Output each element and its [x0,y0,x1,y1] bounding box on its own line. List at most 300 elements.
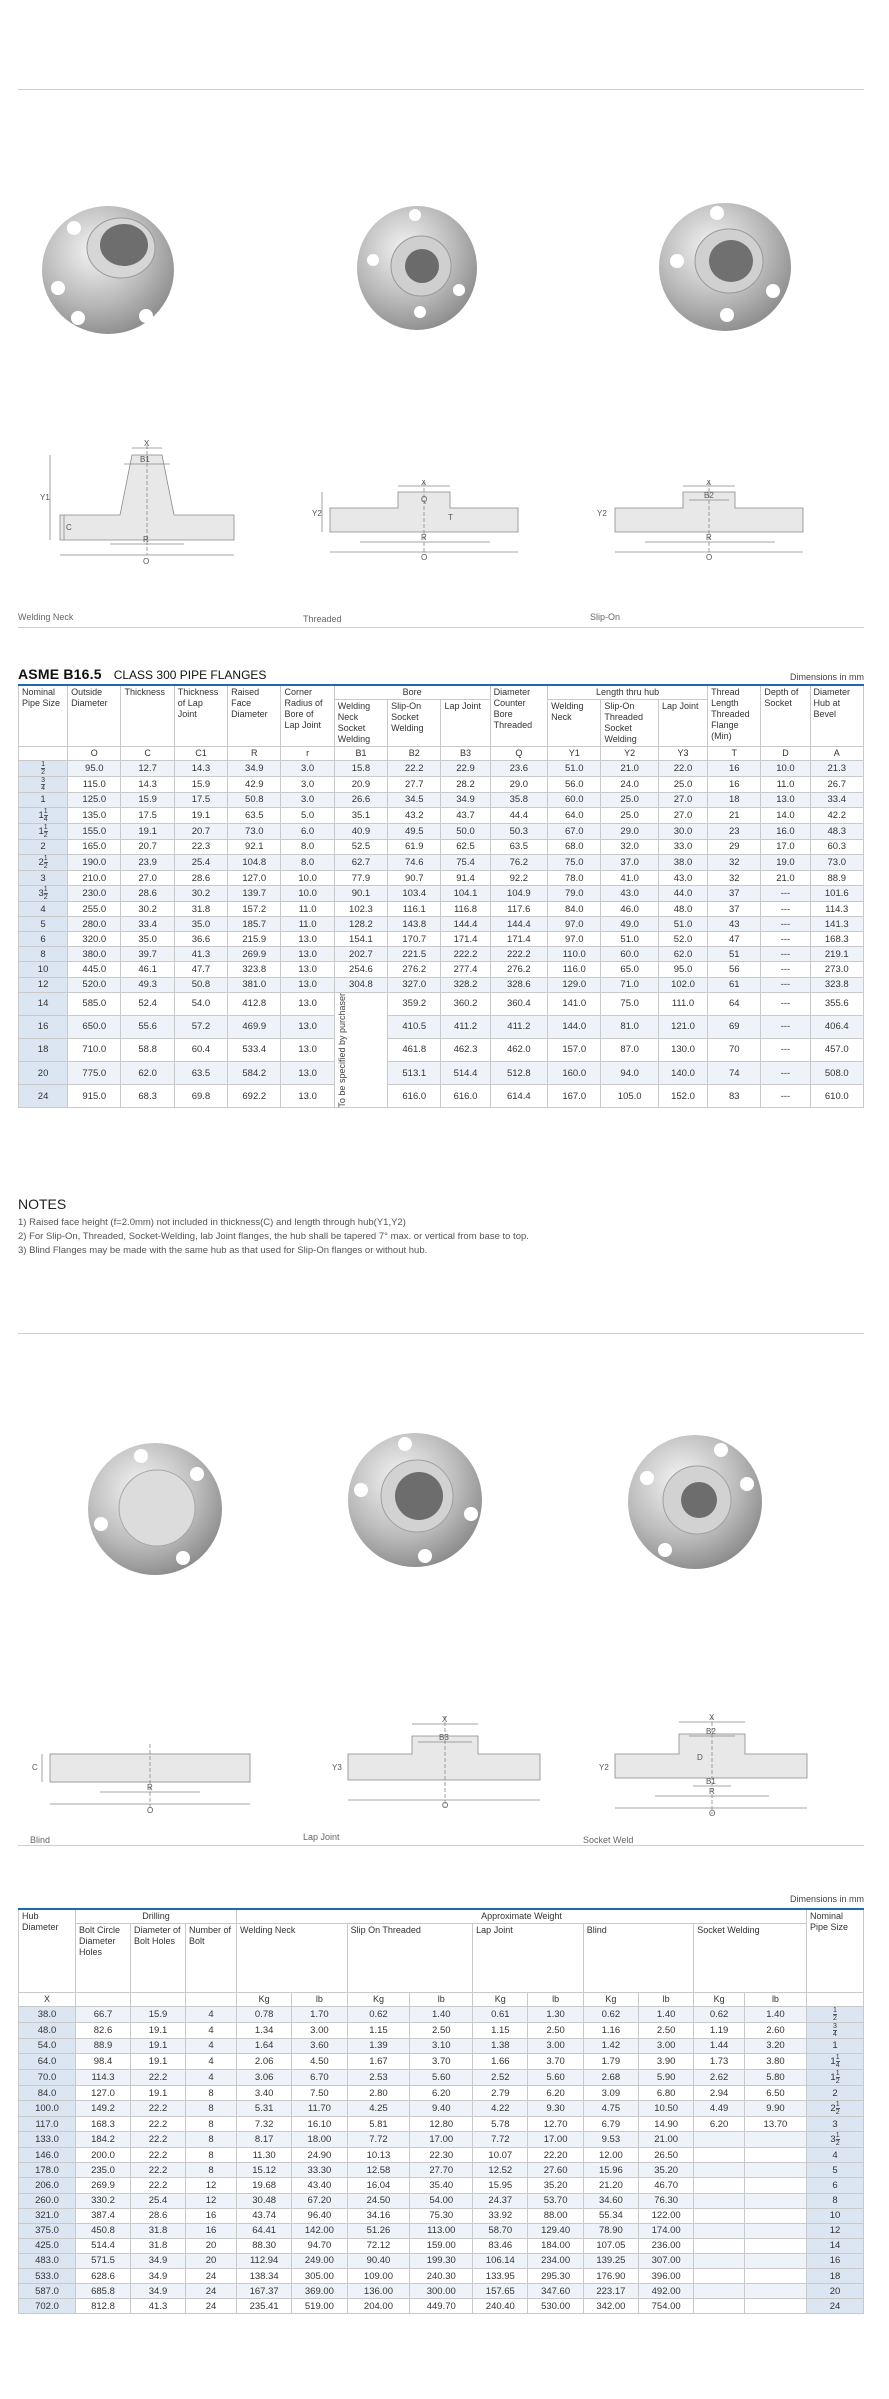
table-cell [694,2148,745,2163]
svg-text:R: R [421,533,427,542]
table-cell: 425.0 [19,2238,76,2253]
table-cell: 812.8 [76,2299,131,2314]
table-cell: 34.9 [441,792,490,807]
svg-text:Y2: Y2 [597,509,607,518]
table-row [19,1061,864,1084]
table-cell: 37 [708,886,761,902]
table-cell: 16 [186,2208,237,2223]
table-cell: 304.8 [334,977,387,992]
svg-text:D: D [697,1753,703,1762]
table-cell: 62.7 [334,855,387,871]
table-cell: 4.75 [583,2101,638,2117]
table-cell: 141.0 [548,992,601,1015]
table-cell: 133.95 [473,2268,528,2283]
table-cell: 73.0 [810,855,863,871]
table-cell: 24 [186,2284,237,2299]
table-cell: 235.41 [237,2299,292,2314]
note-item: 3) Blind Flanges may be made with the same hub as that used for Slip-On flanges or without hub. [18,1245,428,1256]
table-cell: 46.0 [601,902,659,917]
table-cell: 2.53 [347,2070,410,2086]
table-cell [744,2223,806,2238]
table-cell: 31.8 [174,902,227,917]
table-cell: 3.60 [292,2038,347,2053]
table-cell: 330.2 [76,2193,131,2208]
pipe-size-cell: 3 $\frac{1}{2}$ [807,2132,864,2148]
svg-text:O: O [421,553,428,560]
table-cell: 9.53 [583,2132,638,2148]
table-cell: 19.1 [131,2022,186,2038]
table-cell: 46.70 [639,2178,694,2193]
table-cell [744,2284,806,2299]
table-cell: 3.06 [237,2070,292,2086]
table-cell: 13.0 [281,992,334,1015]
table-cell: 1.16 [583,2022,638,2038]
table-cell: 4 [186,2006,237,2022]
table-cell: 51.26 [347,2223,410,2238]
table-cell: 3.90 [639,2054,694,2070]
svg-text:R: R [147,1783,153,1792]
table-cell: --- [761,962,810,977]
table-cell: 12 [186,2178,237,2193]
table-cell: 88.9 [76,2038,131,2053]
table-cell: 62.0 [658,947,707,962]
dimensions-note: Dimensions in mm [789,672,864,682]
table-row [19,855,864,871]
table-cell: 12.7 [121,760,174,776]
symbol-cell: Kg [347,1992,410,2006]
table-cell: 29.0 [601,823,659,839]
col-header: Depth of Socket [761,685,810,746]
table-cell: 14.0 [761,807,810,823]
table-cell: 387.4 [76,2208,131,2223]
pipe-size-cell: 1 [19,792,68,807]
table-cell: 43.0 [658,871,707,886]
table-cell: 135.0 [68,807,121,823]
col-header: Nominal Pipe Size [19,685,68,746]
table-cell: 127.0 [228,871,281,886]
table-cell: 7.32 [237,2117,292,2132]
table-cell: 24.37 [473,2193,528,2208]
table-cell: 22.2 [131,2178,186,2193]
pipe-size-cell: 6 [19,932,68,947]
table-cell: 20.9 [334,776,387,792]
table-cell: 327.0 [388,977,441,992]
table-cell: 174.00 [639,2223,694,2238]
lap-joint-drawing [318,1712,558,1812]
table-cell: 1.44 [694,2038,745,2053]
table-cell: 140.0 [658,1061,707,1084]
table-cell: 533.0 [19,2268,76,2283]
table-cell: 11.0 [281,902,334,917]
pipe-size-cell: 14 [807,2238,864,2253]
group-header-drilling: Drilling [76,1909,237,1923]
table-cell: 3.0 [281,792,334,807]
table-cell: 90.7 [388,871,441,886]
col-header: Slip-On Threaded Socket Welding [601,699,659,746]
table-cell: 154.1 [334,932,387,947]
pipe-size-cell: 3 $\frac{1}{2}$ [19,886,68,902]
svg-text:X: X [421,480,427,487]
slip-on-flange-photo [655,195,795,335]
table-cell: 44.4 [490,807,548,823]
table-cell: 219.1 [810,947,863,962]
table-cell: 64 [708,992,761,1015]
table-cell: 8.17 [237,2132,292,2148]
spec-table-title [18,666,266,682]
table-cell: 40.9 [334,823,387,839]
table-cell: 13.0 [281,1061,334,1084]
table-cell [694,2268,745,2283]
table-cell: 6.50 [744,2086,806,2101]
table-cell: 35.20 [528,2178,583,2193]
table-cell: 8.0 [281,855,334,871]
table-cell: 92.2 [490,871,548,886]
table-cell: 22.2 [131,2117,186,2132]
table-cell: 1.40 [744,2006,806,2022]
table-cell: 7.72 [473,2132,528,2148]
svg-text:B3: B3 [439,1733,449,1742]
table-cell: 24 [186,2268,237,2283]
table-cell: 82.6 [76,2022,131,2038]
table-cell: 43.74 [237,2208,292,2223]
table-cell: 530.00 [528,2299,583,2314]
table-cell: 1.15 [473,2022,528,2038]
table-cell: 199.30 [410,2253,473,2268]
table-cell: 52.4 [121,992,174,1015]
notes-list [18,1216,529,1258]
table-cell: 204.00 [347,2299,410,2314]
table-cell: 116.1 [388,902,441,917]
table-row [19,2284,864,2299]
table-cell: 0.61 [473,2006,528,2022]
welding-neck-flange-photo [38,188,178,338]
table-cell: 29.0 [490,776,548,792]
table-cell: 70 [708,1038,761,1061]
table-cell: 129.0 [548,977,601,992]
table-row [19,807,864,823]
table-cell [744,2238,806,2253]
table-cell: 34.9 [131,2253,186,2268]
note-item: 2) For Slip-On, Threaded, Socket-Welding, lab Joint flanges, the hub shall be tapered 7° max. or vertical from base to top. [18,1231,529,1242]
table-cell: 11.0 [281,917,334,932]
table-cell: 221.5 [388,947,441,962]
table-cell: 15.9 [174,776,227,792]
table-cell: 33.0 [658,839,707,854]
table-cell: 11.70 [292,2101,347,2117]
table-cell: 102.0 [658,977,707,992]
table-cell: 34.9 [131,2268,186,2283]
table-cell: 78.0 [548,871,601,886]
col-header: Thickness [121,685,174,746]
table-cell: 88.9 [810,871,863,886]
table-cell: 115.0 [68,776,121,792]
pipe-size-cell: 18 [807,2268,864,2283]
table-cell: 78.90 [583,2223,638,2238]
table-cell: 10.50 [639,2101,694,2117]
table-cell: 18.00 [292,2132,347,2148]
table-cell: 2.79 [473,2086,528,2101]
table-cell: 8 [186,2148,237,2163]
table-cell: 30.48 [237,2193,292,2208]
table-cell: 176.90 [583,2268,638,2283]
pipe-size-cell: 1 [807,2038,864,2053]
table-cell: 74.6 [388,855,441,871]
slip-on-caption: Slip-On [590,612,621,622]
table-cell: 650.0 [68,1015,121,1038]
table-cell: 375.0 [19,2223,76,2238]
table-cell: 56.0 [548,776,601,792]
svg-text:Y2: Y2 [312,509,322,518]
table-cell: 273.0 [810,962,863,977]
table-cell: 159.00 [410,2238,473,2253]
table-cell: 305.00 [292,2268,347,2283]
table-cell: 88.30 [237,2238,292,2253]
table-cell: 51 [708,947,761,962]
table-cell: 35.20 [639,2163,694,2178]
table-cell: 22.2 [388,760,441,776]
col-header: Blind [583,1923,694,1992]
table-cell: 116.8 [441,902,490,917]
table-cell: 269.9 [76,2178,131,2193]
table-cell: 1.34 [237,2022,292,2038]
table-cell: 520.0 [68,977,121,992]
table-cell [744,2299,806,2314]
table-cell: 514.4 [76,2238,131,2253]
socket-weld-drawing [585,1712,825,1822]
table-cell: 171.4 [490,932,548,947]
welding-neck-drawing [20,440,260,570]
pipe-size-cell: 10 [807,2208,864,2223]
table-cell: 83.46 [473,2238,528,2253]
table-cell: 3.80 [744,2054,806,2070]
table-row [19,871,864,886]
table-cell: 55.34 [583,2208,638,2223]
table-cell: 109.00 [347,2268,410,2283]
table-cell: 2.80 [347,2086,410,2101]
table-cell: --- [761,917,810,932]
table-cell: 5.78 [473,2117,528,2132]
table-cell: 1.15 [347,2022,410,2038]
table-cell: 19.1 [121,823,174,839]
table-cell: 92.1 [228,839,281,854]
svg-text:Y3: Y3 [332,1763,342,1772]
table-cell: 44.0 [658,886,707,902]
table-cell: 139.25 [583,2253,638,2268]
table-cell: 84.0 [548,902,601,917]
pipe-size-cell: 4 [19,902,68,917]
table-cell: 4.49 [694,2101,745,2117]
lap-joint-flange-photo [345,1430,485,1570]
table-cell: 46.1 [121,962,174,977]
table-cell: 3.00 [639,2038,694,2053]
table-cell: 28.2 [441,776,490,792]
table-cell: 6.0 [281,823,334,839]
table-cell: 355.6 [810,992,863,1015]
svg-text:O: O [143,557,150,566]
table-cell: 167.0 [548,1085,601,1108]
table-cell: 16.0 [761,823,810,839]
table-cell: 462.3 [441,1038,490,1061]
table-cell: 25.4 [174,855,227,871]
table-cell: 445.0 [68,962,121,977]
table-cell: 7.50 [292,2086,347,2101]
table-cell: 87.0 [601,1038,659,1061]
table-cell: 4 [186,2054,237,2070]
table-cell: 62.5 [441,839,490,854]
table-cell: 43.7 [441,807,490,823]
symbol-cell [19,746,68,760]
table-cell: 19.68 [237,2178,292,2193]
table-cell: 11.30 [237,2148,292,2163]
table-row [19,1085,864,1108]
pipe-size-cell: 1 $\frac{1}{4}$ [19,807,68,823]
table-cell: 113.00 [410,2223,473,2238]
table-cell: 27.0 [121,871,174,886]
table-cell: 13.0 [281,1038,334,1061]
svg-text:X: X [144,440,150,448]
table-cell: 157.0 [548,1038,601,1061]
table-cell: 95.0 [658,962,707,977]
col-header: Welding Neck [237,1923,348,1992]
table-cell: 32 [708,871,761,886]
table-cell: 57.2 [174,1015,227,1038]
table-cell: 42.9 [228,776,281,792]
divider [18,89,864,90]
table-cell: 10.07 [473,2148,528,2163]
table-cell: 614.4 [490,1085,548,1108]
table-cell: 754.00 [639,2299,694,2314]
table-cell: 1.30 [528,2006,583,2022]
pipe-size-cell: 10 [19,962,68,977]
table-row [19,962,864,977]
divider [18,1845,864,1846]
table-row [19,2253,864,2268]
svg-text:Y2: Y2 [599,1763,609,1772]
table-cell: --- [761,1015,810,1038]
pipe-size-cell: 2 $\frac{1}{2}$ [807,2101,864,2117]
table-row [19,776,864,792]
table-cell: 360.2 [441,992,490,1015]
table-row [19,886,864,902]
table-cell: 66.7 [76,2006,131,2022]
table-cell: 75.4 [441,855,490,871]
table-cell: --- [761,1061,810,1084]
table-row [19,2223,864,2238]
table-cell: 514.4 [441,1061,490,1084]
table-cell: 4.25 [347,2101,410,2117]
table-cell: 60.0 [601,947,659,962]
col-header: Number of Bolt [186,1923,237,1992]
table-cell: 1.40 [639,2006,694,2022]
col-header: Lap Joint [473,1923,584,1992]
symbol-cell: R [228,746,281,760]
table-cell: 53.70 [528,2193,583,2208]
table-cell: 0.78 [237,2006,292,2022]
table-cell: 508.0 [810,1061,863,1084]
symbol-cell: D [761,746,810,760]
symbol-cell: Y1 [548,746,601,760]
table-cell: 277.4 [441,962,490,977]
table-cell: 1.64 [237,2038,292,2053]
table-cell: 114.3 [76,2070,131,2086]
svg-text:R: R [706,533,712,542]
pipe-size-cell: 24 [807,2299,864,2314]
col-header: Corner Radius of Bore of Lap Joint [281,685,334,746]
blind-drawing [20,1740,260,1820]
group-header-weight: Approximate Weight [237,1909,807,1923]
table-row [19,792,864,807]
symbol-cell: T [708,746,761,760]
table-cell: 19.1 [131,2054,186,2070]
table-cell: 48.0 [658,902,707,917]
table-cell: 12.00 [583,2148,638,2163]
table-cell: 13.0 [761,792,810,807]
table-cell: 15.9 [121,792,174,807]
table-cell: 144.4 [441,917,490,932]
table-cell: 2.06 [237,2054,292,2070]
table-cell: 16 [708,760,761,776]
table-cell: 328.2 [441,977,490,992]
table-cell: 43.0 [601,886,659,902]
table-cell: 17.5 [121,807,174,823]
table-cell: 178.0 [19,2163,76,2178]
pipe-size-cell: $\frac{1}{2}$ [19,760,68,776]
table-cell: 4.22 [473,2101,528,2117]
table-cell: 519.00 [292,2299,347,2314]
table-cell: 5.0 [281,807,334,823]
table-cell: 269.9 [228,947,281,962]
notes-title: NOTES [18,1196,67,1212]
table-cell: 240.40 [473,2299,528,2314]
table-cell: 71.0 [601,977,659,992]
table-cell: 3.70 [410,2054,473,2070]
table-cell: 30.0 [658,823,707,839]
table-cell: 411.2 [490,1015,548,1038]
table-row [19,2193,864,2208]
pipe-size-cell: 3 [19,871,68,886]
table-cell: 33.92 [473,2208,528,2223]
table-row [19,839,864,854]
table-cell: 61 [708,977,761,992]
table-row [19,1015,864,1038]
table-cell: 36.6 [174,932,227,947]
specified-text: To be specified by purchaser [336,992,347,1108]
table-cell: 9.30 [528,2101,583,2117]
table-cell: 49.3 [121,977,174,992]
lap-joint-caption: Lap Joint [303,1832,340,1842]
table-cell: 6.20 [528,2086,583,2101]
table-cell: 102.3 [334,902,387,917]
table-cell: 5.80 [744,2070,806,2086]
table-cell: 19.1 [131,2038,186,2053]
table-cell: 54.0 [174,992,227,1015]
table-cell: 610.0 [810,1085,863,1108]
table-cell: 411.2 [441,1015,490,1038]
table-cell [694,2238,745,2253]
table-cell: 38.0 [19,2006,76,2022]
table-cell: 51.0 [548,760,601,776]
table-cell: 67.0 [548,823,601,839]
table-cell: 24 [186,2299,237,2314]
pipe-size-cell: 18 [19,1038,68,1061]
pipe-size-cell: 2 $\frac{1}{2}$ [19,855,68,871]
table-row [19,2238,864,2253]
table-cell: --- [761,902,810,917]
svg-text:X: X [709,1713,715,1722]
table-cell: 104.9 [490,886,548,902]
symbol-cell [186,1992,237,2006]
table-cell: 276.2 [490,962,548,977]
